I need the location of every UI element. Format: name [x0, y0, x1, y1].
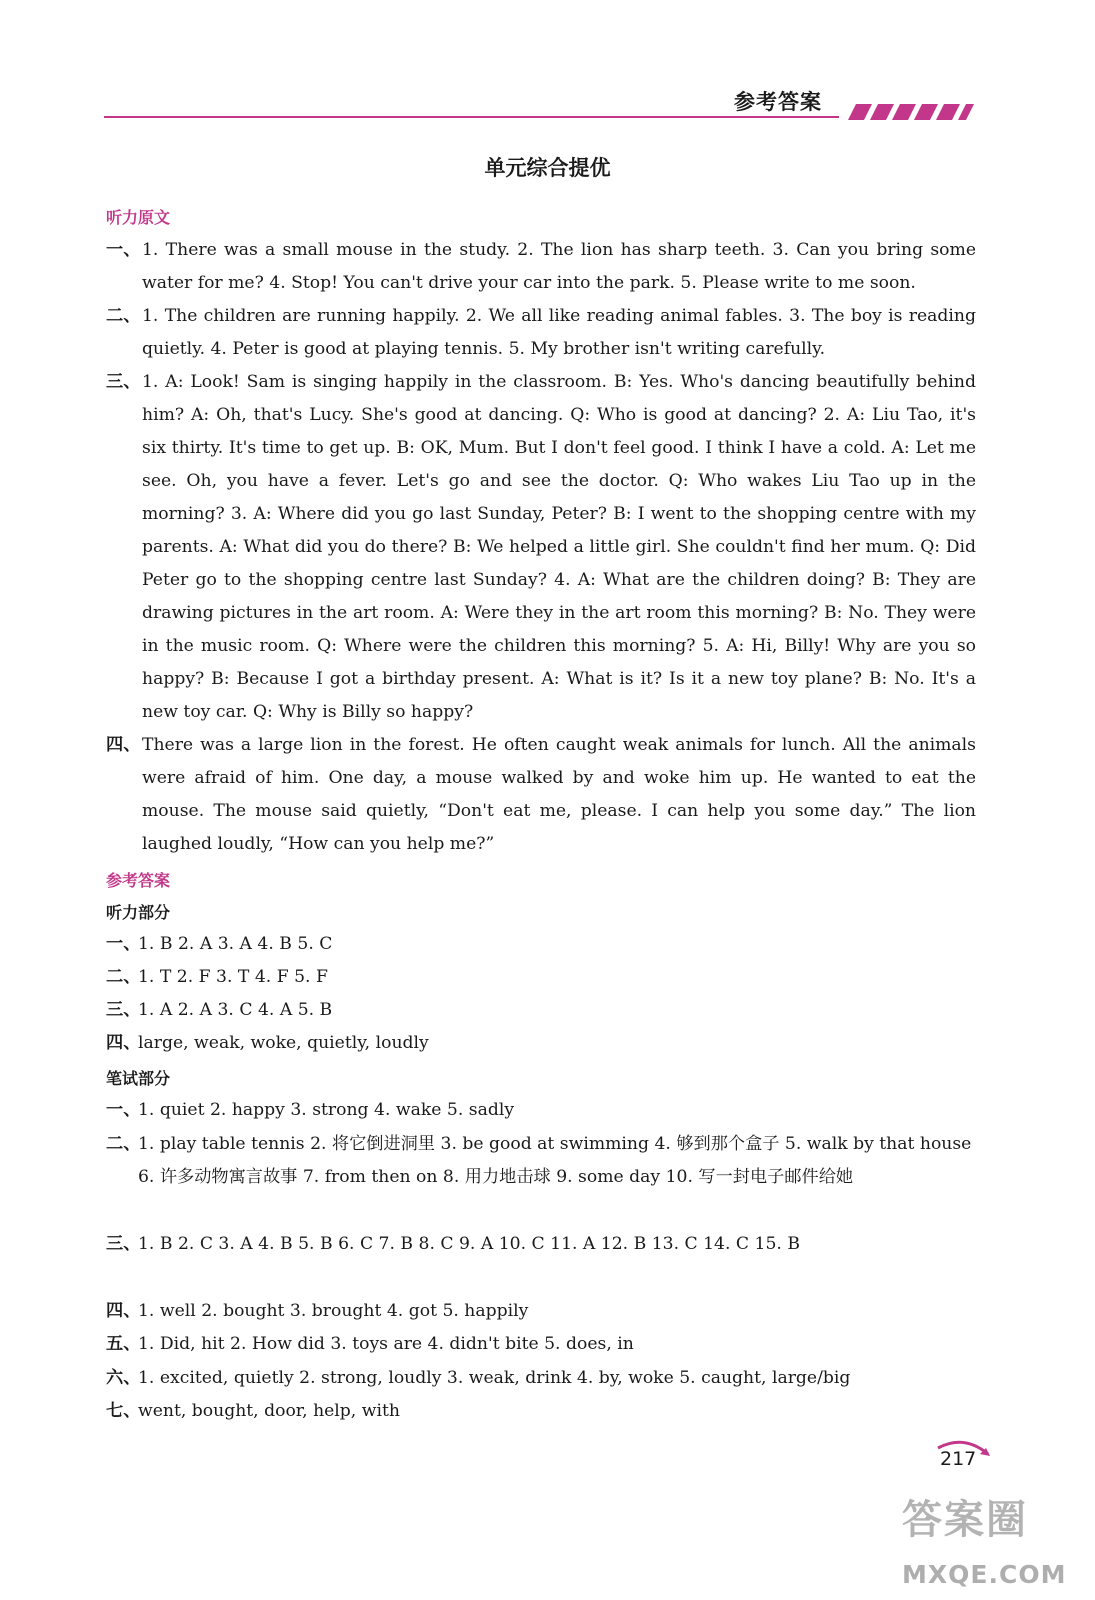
written-answers-heading: 笔试部分 [106, 1069, 171, 1088]
row-text: 1. play table tennis 2. 将它倒进洞里 3. be good at swimming 4. 够到那个盒子 5. walk by that house 6. 许多动物寓言故事 7. from then on 8. 用力地击球 9. some day 10. 写一封电子邮件给她 [138, 1134, 972, 1187]
row-number: 六、 [106, 1368, 141, 1388]
row-text: 1. B 2. C 3. A 4. B 5. B 6. C 7. B 8. C 9. A 10. C 11. A 12. B 13. C 14. C 15. B [138, 1234, 800, 1254]
listening-text-heading: 听力原文 [106, 208, 171, 227]
transcript-part-1 [106, 234, 976, 300]
row-text: large, weak, woke, quietly, loudly [138, 1033, 429, 1053]
row-number: 一、 [106, 1100, 141, 1120]
row-text: 1. T 2. F 3. T 4. F 5. F [138, 967, 328, 987]
row-text: 1. B 2. A 3. A 4. B 5. C [138, 934, 333, 954]
watermark-url: MXQE.COM [902, 1560, 1067, 1589]
written-answer-row-3 [106, 1228, 976, 1261]
row-text: 1. A 2. A 3. C 4. A 5. B [138, 1000, 333, 1020]
row-number: 三、 [106, 1000, 141, 1020]
row-number: 四、 [106, 1301, 141, 1321]
row-number: 三、 [106, 1234, 141, 1254]
written-answer-row-6 [106, 1362, 976, 1395]
row-number: 五、 [106, 1334, 141, 1354]
watermark-logo-text: 答案圈 [902, 1497, 1028, 1543]
part-text: There was a large lion in the forest. He often caught weak animals for lunch. All the animals were afraid of him. One day, a mouse walked by and woke him up. He wanted to eat the mouse. The mouse said quietly, “Don't eat me, please. I can help you some day.” The lion laughed loudly, “How can you help me?” [142, 735, 976, 854]
part-number: 四、 [106, 735, 141, 755]
transcript-part-4 [106, 729, 976, 861]
row-number: 二、 [106, 967, 141, 987]
transcript-part-2 [106, 300, 976, 366]
row-text: 1. Did, hit 2. How did 3. toys are 4. didn't bite 5. does, in [138, 1334, 634, 1354]
written-answer-row-5 [106, 1328, 976, 1361]
answers-heading: 参考答案 [106, 871, 171, 890]
part-text: 1. A: Look! Sam is singing happily in the classroom. B: Yes. Who's dancing beautifully behind him? A: Oh, that's Lucy. She's good at dancing. Q: Who is good at dancing? 2. A: Liu Tao, it's six thirty. It's time to get up. B: OK, Mum. But I don't feel good. I think I have a cold. A: Let me see. Oh, you have a fever. Let's go and see the doctor. Q: Who wakes Liu Tao up in the morning? 3. A: Where did you go last Sunday, Peter? B: I went to the shopping centre with my parents. A: What did you do there? B: We helped a little girl. She couldn't find her mum. Q: Did Peter go to the shopping centre last Sunday? 4. A: What are the children doing? B: They are drawing pictures in the art room. A: Were they in the art room this morning? B: No. They were in the music room. Q: Where were the children this morning? 5. A: Hi, Billy! Why are you so happy? B: Because I got a birthday present. A: What is it? Is it a new toy plane? B: No. It's a new toy car. Q: Why is Billy so happy? [142, 372, 976, 722]
row-text: 1. excited, quietly 2. strong, loudly 3. weak, drink 4. by, woke 5. caught, large/big [138, 1368, 851, 1388]
row-number: 二、 [106, 1134, 141, 1154]
listening-answer-row-3 [106, 994, 976, 1027]
transcript-part-3 [106, 366, 976, 729]
row-text: went, bought, door, help, with [138, 1401, 400, 1421]
listening-answer-row-2 [106, 961, 976, 994]
written-answer-row-4 [106, 1295, 976, 1328]
part-text: 1. There was a small mouse in the study. 2. The lion has sharp teeth. 3. Can you bring some water for me? 4. Stop! You can't drive your car into the park. 5. Please write to me soon. [142, 240, 976, 293]
page-title: 单元综合提优 [484, 156, 611, 180]
row-text: 1. well 2. bought 3. brought 4. got 5. happily [138, 1301, 529, 1321]
header-rule [104, 116, 839, 118]
listening-answers-heading: 听力部分 [106, 903, 171, 922]
part-number: 二、 [106, 306, 141, 326]
header-stripes-decoration [842, 104, 974, 120]
listening-answer-row-1 [106, 928, 976, 961]
listening-answer-row-4 [106, 1027, 976, 1060]
part-number: 一、 [106, 240, 141, 260]
written-answer-row-2 [106, 1128, 976, 1194]
row-text: 1. quiet 2. happy 3. strong 4. wake 5. sadly [138, 1100, 515, 1120]
written-answer-row-1 [106, 1094, 976, 1127]
watermark-logo [902, 1488, 1028, 1545]
header-section-label: 参考答案 [734, 90, 822, 114]
part-number: 三、 [106, 372, 141, 392]
row-number: 一、 [106, 934, 141, 954]
part-text: 1. The children are running happily. 2. We all like reading animal fables. 3. The boy is reading quietly. 4. Peter is good at playing tennis. 5. My brother isn't writing carefully. [142, 306, 976, 359]
row-number: 四、 [106, 1033, 141, 1053]
written-answer-row-7 [106, 1395, 976, 1428]
row-number: 七、 [106, 1401, 141, 1421]
page-number: 217 [940, 1448, 977, 1470]
